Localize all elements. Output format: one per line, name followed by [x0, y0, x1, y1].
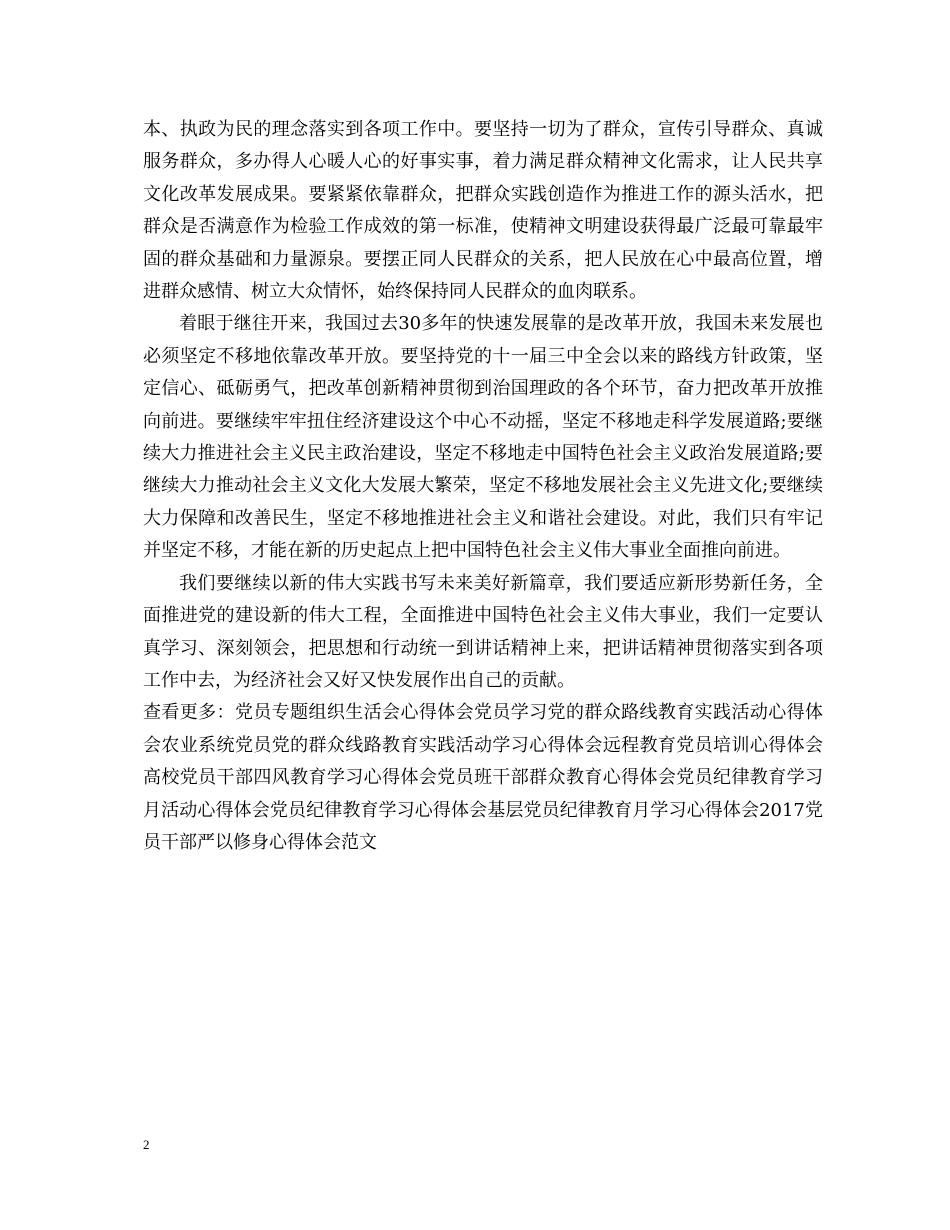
- document-body: [143, 114, 823, 859]
- paragraph-3: 我们要继续以新的伟大实践书写未来美好新篇章，我们要适应新形势新任务，全面推进党的建设新的伟大工程，全面推进中国特色社会主义伟大事业，我们一定要认真学习、深刻领会，把思想和行动统一到讲话精神上来，把讲话精神贯彻落实到各项工作中去，为经济社会又好又快发展作出自己的贡献。: [143, 572, 823, 691]
- see-more-paragraph: 查看更多：党员专题组织生活会心得体会党员学习党的群众路线教育实践活动心得体会农业系统党员党的群众线路教育实践活动学习心得体会远程教育党员培训心得体会高校党员干部四风教育学习心得体会党员班干部群众教育心得体会党员纪律教育学习月活动心得体会党员纪律教育学习心得体会基层党员纪律教育月学习心得体会2017党员干部严以修身心得体会范文: [143, 702, 823, 853]
- page-number: 2: [143, 1137, 150, 1152]
- paragraph-2: 着眼于继往开来，我国过去30多年的快速发展靠的是改革开放，我国未来发展也必须坚定不移地依靠改革开放。要坚持党的十一届三中全会以来的路线方针政策，坚定信心、砥砺勇气，把改革创新精神贯彻到治国理政的各个环节，奋力把改革开放推向前进。要继续牢牢扭住经济建设这个中心不动摇，坚定不移地走科学发展道路;要继续大力推进社会主义民主政治建设，坚定不移地走中国特色社会主义政治发展道路;要继续大力推动社会主义文化大发展大繁荣，坚定不移地发展社会主义先进文化;要继续大力保障和改善民生，坚定不移地推进社会主义和谐社会建设。对此，我们只有牢记并坚定不移，才能在新的历史起点上把中国特色社会主义伟大事业全面推向前进。: [143, 313, 823, 562]
- paragraph-1: 本、执政为民的理念落实到各项工作中。要坚持一切为了群众，宣传引导群众、真诚服务群众，多办得人心暖人心的好事实事，着力满足群众精神文化需求，让人民共享文化改革发展成果。要紧紧依靠群众，把群众实践创造作为推进工作的源头活水，把群众是否满意作为检验工作成效的第一标准，使精神文明建设获得最广泛最可靠最牢固的群众基础和力量源泉。要摆正同人民群众的关系，把人民放在心中最高位置，增进群众感情、树立大众情怀，始终保持同人民群众的血肉联系。: [143, 119, 823, 303]
